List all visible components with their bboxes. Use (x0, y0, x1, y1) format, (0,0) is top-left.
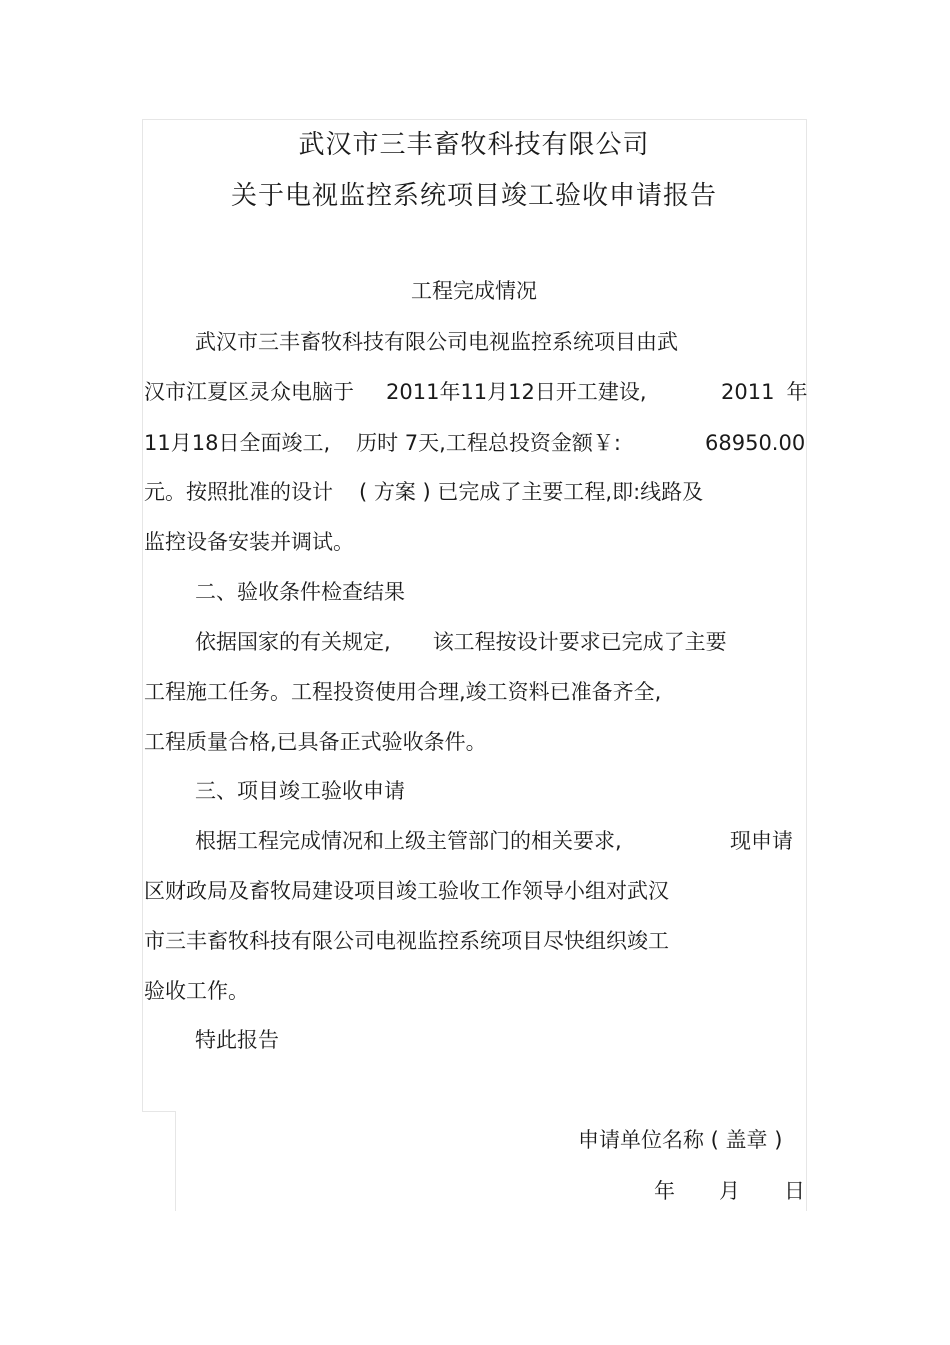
p1-line3 (144, 429, 621, 457)
page-frame-right (806, 119, 807, 1211)
closing-text: 特此报告 (195, 1028, 279, 1052)
p1-line1: 武汉市三丰畜牧科技有限公司电视监控系统项目由武 (195, 330, 678, 354)
p1-line4 (144, 478, 703, 506)
date-day: 日 (784, 1179, 805, 1203)
section3-heading: 三、项目竣工验收申请 (195, 779, 405, 803)
p1-line2-a: 汉市江夏区灵众电脑于 (144, 380, 354, 404)
p2-line1-b: 该工程按设计要求已完成了主要 (432, 630, 727, 654)
p2-line1 (195, 628, 727, 656)
p1-line4-a: 元。按照批准的设计 (144, 480, 333, 504)
page-frame-notch-h (142, 1111, 175, 1112)
p3-line4: 验收工作。 (144, 979, 249, 1003)
p3-line1-b: 现申请 (730, 829, 793, 853)
p1-line2-b: 2011年11月12日开工建设, (386, 380, 647, 404)
p2-line3: 工程质量合格,已具备正式验收条件。 (144, 730, 487, 754)
page-frame-left (142, 119, 143, 1111)
p1-line2-year (721, 378, 807, 406)
page-frame-top (142, 119, 806, 120)
date-line (654, 1177, 805, 1205)
p2-line2: 工程施工任务。工程投资使用合理,竣工资料已准备齐全, (144, 680, 662, 704)
p1-line3-a: 11月18日全面竣工, (144, 431, 331, 455)
doc-title-line2: 关于电视监控系统项目竣工验收申请报告 (230, 181, 717, 211)
page-frame-notch-v (175, 1111, 176, 1211)
p1-line2-c: 2011 (721, 380, 775, 404)
section1-heading: 工程完成情况 (411, 279, 537, 303)
p1-line3-amount: 68950.00 (705, 431, 806, 455)
p1-line5: 监控设备安装并调试。 (144, 530, 354, 554)
p1-line3-b: 历时 7天,工程总投资金额￥: (356, 431, 621, 455)
doc-title-line1: 武汉市三丰畜牧科技有限公司 (298, 130, 650, 160)
date-year: 年 (654, 1179, 675, 1203)
signature-line: 申请单位名称 ( 盖章 ) (578, 1128, 783, 1152)
p3-line2: 区财政局及畜牧局建设项目竣工验收工作领导小组对武汉 (144, 879, 669, 903)
p1-line4-b: ( 方案 ) 已完成了主要工程,即:线路及 (359, 480, 704, 504)
p3-line1-a: 根据工程完成情况和上级主管部门的相关要求, (195, 829, 622, 853)
section2-heading: 二、验收条件检查结果 (195, 580, 405, 604)
date-month: 月 (719, 1179, 740, 1203)
p1-line2-d: 年 (786, 380, 808, 404)
p2-line1-a: 依据国家的有关规定, (195, 630, 391, 654)
p3-line3: 市三丰畜牧科技有限公司电视监控系统项目尽快组织竣工 (144, 929, 669, 953)
p1-line2 (144, 378, 647, 406)
